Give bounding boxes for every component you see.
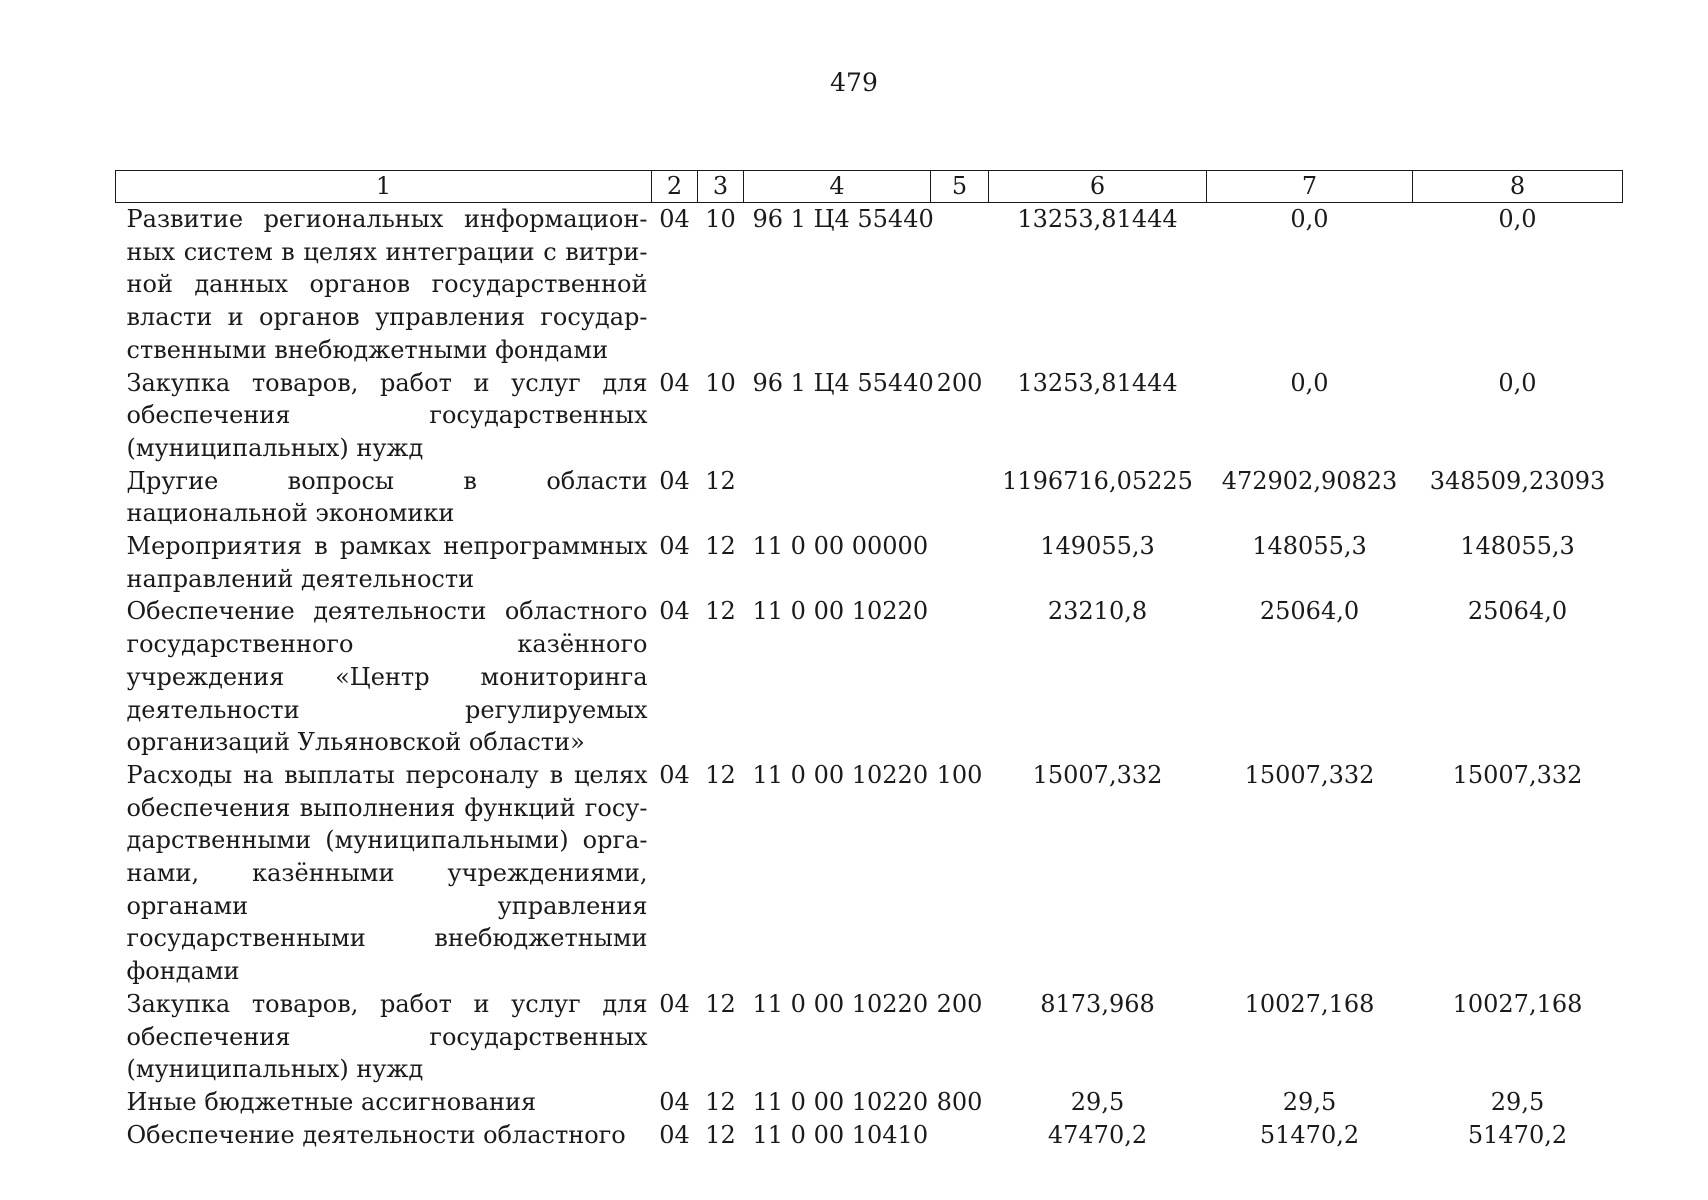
subsection-code: 12 [705, 532, 736, 561]
amount-col-8: 0,0 [1498, 205, 1537, 233]
amount-col-6: 13253,81444 [1017, 205, 1178, 233]
expense-type-code [931, 1119, 989, 1152]
item-name: Закупка товаров, работ и услуг для обеспечения государственных (муниципальных) нужд [126, 989, 648, 1084]
target-article-code [744, 465, 931, 530]
budget-table [115, 170, 1623, 1151]
amount-col-6: 1196716,05225 [1002, 466, 1193, 495]
target-article-code: 11 0 00 00000 [752, 532, 929, 561]
item-name: Закупка товаров, работ и услуг для обеспечения государственных (муниципальных) нужд [126, 368, 648, 462]
section-code: 04 [659, 532, 690, 561]
subsection-code: 12 [705, 1120, 736, 1149]
section-code: 04 [659, 989, 690, 1018]
section-code: 04 [659, 205, 690, 233]
item-name: Иные бюджетные ассигнования [126, 1087, 537, 1116]
header-col-4: 4 [744, 171, 931, 203]
expense-type-code: 200 [936, 989, 983, 1018]
expense-type-code [931, 530, 989, 595]
expense-type-code [931, 203, 989, 367]
target-article-code: 11 0 00 10410 [752, 1120, 929, 1149]
amount-col-8: 148055,3 [1460, 532, 1575, 561]
item-name: Расходы на выплаты персоналу в целях обеспечения выполнения функций государственными (муниципальными) органами, казёнными учреждениями, органами управления государственными внебюджетными фондами [126, 760, 648, 986]
section-code: 04 [659, 1087, 690, 1116]
subsection-code: 10 [705, 205, 736, 233]
subsection-code: 12 [705, 597, 736, 626]
expense-type-code [931, 595, 989, 759]
header-col-3: 3 [698, 171, 744, 203]
amount-col-8: 25064,0 [1467, 597, 1568, 626]
item-name: Мероприятия в рамках непрограммных направлений деятельности [126, 532, 648, 593]
amount-col-7: 25064,0 [1259, 597, 1360, 626]
subsection-code: 12 [705, 466, 736, 495]
table-row [116, 988, 1623, 1086]
section-code: 04 [659, 760, 690, 789]
table-row [116, 1119, 1623, 1152]
section-code: 04 [659, 368, 690, 397]
table-row [116, 465, 1623, 530]
expense-type-code: 100 [936, 760, 983, 789]
subsection-code: 10 [705, 368, 736, 397]
header-col-2: 2 [652, 171, 698, 203]
table-row [116, 530, 1623, 595]
table-row [116, 203, 1623, 367]
amount-col-8: 0,0 [1498, 368, 1537, 397]
table-row [116, 1086, 1623, 1119]
amount-col-7: 29,5 [1282, 1087, 1337, 1116]
target-article-code: 11 0 00 10220 [752, 1087, 929, 1116]
section-code: 04 [659, 597, 690, 626]
amount-col-6: 13253,81444 [1017, 368, 1178, 397]
header-col-6: 6 [989, 171, 1207, 203]
amount-col-6: 15007,332 [1032, 760, 1163, 789]
section-code: 04 [659, 466, 690, 495]
page-number: 479 [830, 68, 878, 97]
table-row [116, 759, 1623, 988]
table-row [116, 595, 1623, 759]
amount-col-6: 8173,968 [1040, 989, 1155, 1018]
header-col-8: 8 [1413, 171, 1623, 203]
target-article-code: 96 1 Ц4 55440 [752, 368, 934, 397]
amount-col-8: 348509,23093 [1429, 466, 1606, 495]
table-body [116, 203, 1623, 1152]
amount-col-7: 472902,90823 [1221, 466, 1398, 495]
amount-col-8: 10027,168 [1452, 989, 1583, 1018]
amount-col-7: 10027,168 [1244, 989, 1375, 1018]
amount-col-6: 29,5 [1070, 1087, 1125, 1116]
target-article-code: 11 0 00 10220 [752, 989, 929, 1018]
target-article-code: 11 0 00 10220 [752, 760, 929, 789]
item-name: Обеспечение деятельности областного [126, 1120, 626, 1149]
amount-col-7: 15007,332 [1244, 760, 1375, 789]
target-article-code: 11 0 00 10220 [752, 597, 929, 626]
header-col-1: 1 [116, 171, 652, 203]
expense-type-code [931, 465, 989, 530]
amount-col-6: 23210,8 [1047, 597, 1148, 626]
header-col-7: 7 [1207, 171, 1413, 203]
subsection-code: 12 [705, 1087, 736, 1116]
header-row [116, 171, 1623, 203]
header-col-5: 5 [931, 171, 989, 203]
subsection-code: 12 [705, 989, 736, 1018]
amount-col-8: 15007,332 [1452, 760, 1583, 789]
table-row [116, 367, 1623, 465]
item-name: Другие вопросы в области национальной экономики [126, 466, 648, 528]
item-name: Обеспечение деятельности областного государственного казённого учреждения «Центр мониторинга деятельности регулируемых организаций Ульяновской области» [126, 597, 648, 757]
subsection-code: 12 [705, 760, 736, 789]
section-code: 04 [659, 1120, 690, 1149]
amount-col-7: 148055,3 [1252, 532, 1367, 561]
expense-type-code: 200 [936, 368, 983, 397]
amount-col-8: 51470,2 [1467, 1120, 1568, 1149]
amount-col-7: 0,0 [1290, 368, 1329, 397]
target-article-code: 96 1 Ц4 55440 [752, 205, 934, 233]
amount-col-6: 47470,2 [1047, 1120, 1148, 1149]
amount-col-7: 0,0 [1290, 205, 1329, 233]
amount-col-7: 51470,2 [1259, 1120, 1360, 1149]
amount-col-6: 149055,3 [1040, 532, 1155, 561]
item-name: Развитие региональных информационных систем в целях интеграции с витриной данных органов государственной власти и органов управления государственными внебюджетными фондами [126, 205, 648, 364]
amount-col-8: 29,5 [1490, 1087, 1545, 1116]
expense-type-code: 800 [936, 1087, 983, 1116]
